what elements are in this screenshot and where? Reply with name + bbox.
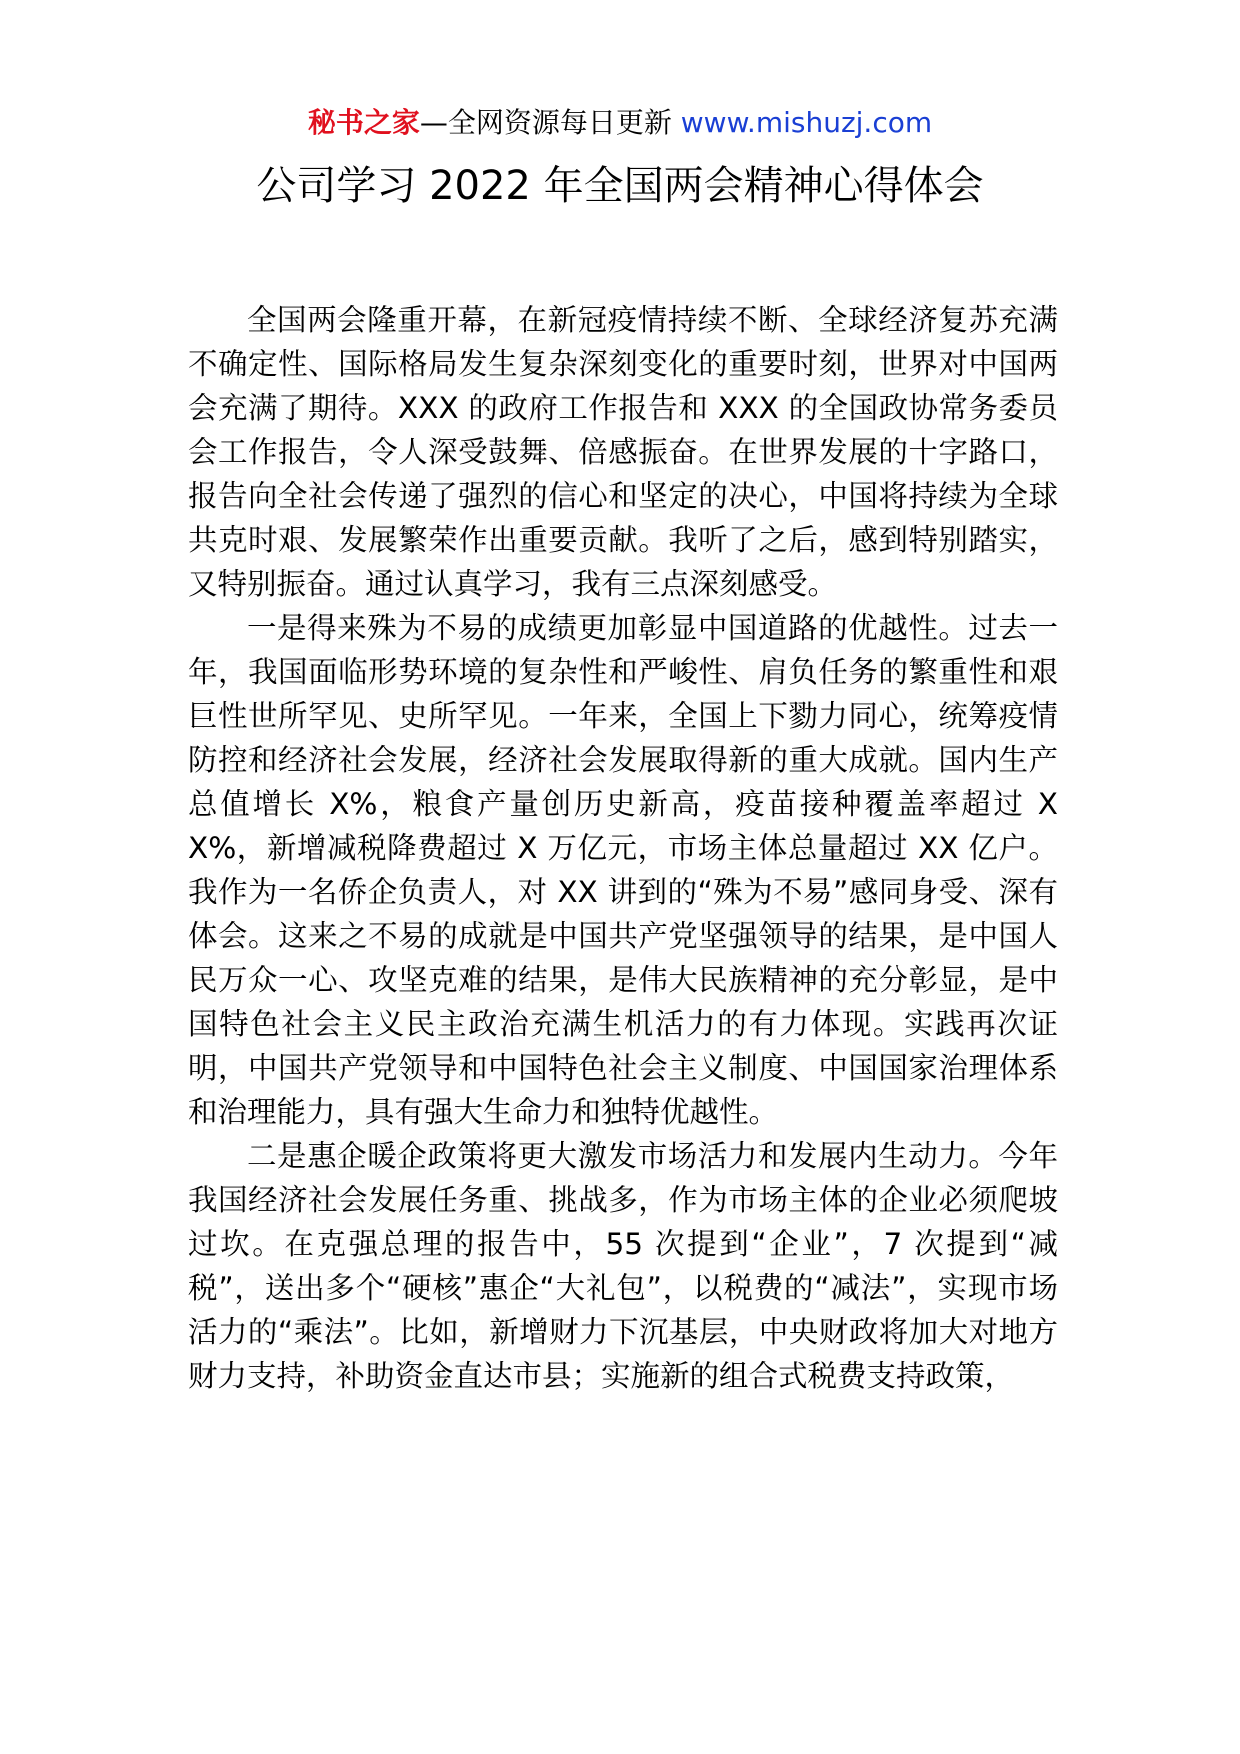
document-body (188, 298, 1058, 1398)
paragraph-intro: 全国两会隆重开幕，在新冠疫情持续不断、全球经济复苏充满不确定性、国际格局发生复杂深刻变化的重要时刻，世界对中国两会充满了期待。XXX 的政府工作报告和 XXX 的全国政协常务委员会工作报告，令人深受鼓舞、倍感振奋。在世界发展的十字路口，报告向全社会传递了强烈的信心和坚定的决心，中国将持续为全球共克时艰、发展繁荣作出重要贡献。我听了之后，感到特别踏实，又特别振奋。通过认真学习，我有三点深刻感受。 (188, 303, 1058, 601)
site-header (0, 103, 1240, 143)
brand-name: 秘书之家 (307, 106, 420, 139)
site-url-link[interactable]: www.mishuzj.com (680, 106, 933, 139)
document-title: 公司学习 2022 年全国两会精神心得体会 (256, 163, 984, 209)
header-slogan: —全网资源每日更新 (419, 106, 681, 139)
paragraph-point-two: 二是惠企暖企政策将更大激发市场活力和发展内生动力。今年我国经济社会发展任务重、挑战多，作为市场主体的企业必须爬坡过坎。在克强总理的报告中，55 次提到“企业”，7 次提到“减税”，送出多个“硬核”惠企“大礼包”，以税费的“减法”，实现市场活力的“乘法”。比如，新增财力下沉基层，中央财政将加大对地方财力支持，补助资金直达市县；实施新的组合式税费支持政策， (188, 1139, 1058, 1393)
paragraph-point-one: 一是得来殊为不易的成绩更加彰显中国道路的优越性。过去一年，我国面临形势环境的复杂性和严峻性、肩负任务的繁重性和艰巨性世所罕见、史所罕见。一年来，全国上下勠力同心，统筹疫情防控和经济社会发展，经济社会发展取得新的重大成就。国内生产总值增长 X%，粮食产量创历史新高，疫苗接种覆盖率超过 XX%，新增减税降费超过 X 万亿元，市场主体总量超过 XX 亿户。我作为一名侨企负责人，对 XX 讲到的“殊为不易”感同身受、深有体会。这来之不易的成就是中国共产党坚强领导的结果，是中国人民万众一心、攻坚克难的结果，是伟大民族精神的充分彰显，是中国特色社会主义民主政治充满生机活力的有力体现。实践再次证明，中国共产党领导和中国特色社会主义制度、中国国家治理体系和治理能力，具有强大生命力和独特优越性。 (188, 611, 1058, 1129)
